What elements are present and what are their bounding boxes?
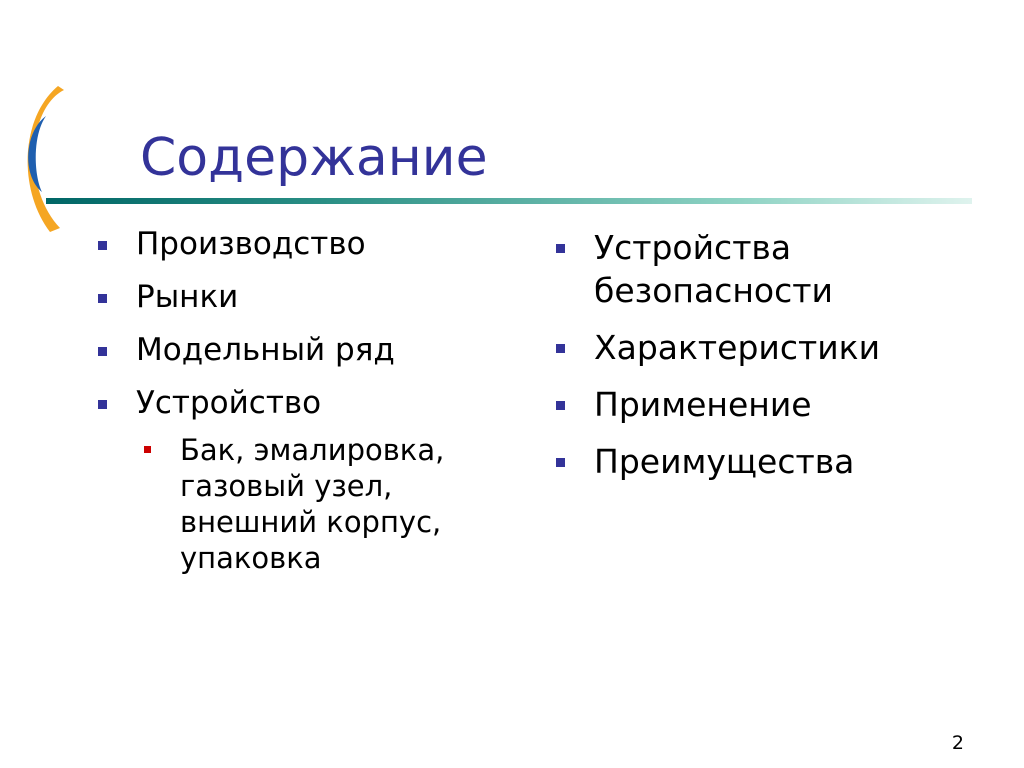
list-item-label: Устройства безопасности: [594, 228, 833, 310]
right-bullet-list: [554, 226, 994, 497]
title-divider: [46, 198, 972, 204]
square-bullet-icon: [556, 401, 565, 410]
list-item-label: Устройство: [136, 385, 322, 421]
list-item-label: Применение: [594, 385, 812, 424]
square-bullet-icon: [98, 400, 107, 409]
list-item: [96, 226, 516, 263]
list-item-label: Рынки: [136, 279, 239, 315]
slide-title: Содержание: [140, 128, 488, 188]
list-item: [96, 279, 516, 316]
square-bullet-icon: [98, 241, 107, 250]
list-item: [554, 383, 994, 426]
page-number: 2: [951, 732, 964, 754]
list-item: [554, 440, 994, 483]
square-bullet-icon: [556, 344, 565, 353]
list-item: [554, 326, 994, 369]
square-bullet-icon: [98, 294, 107, 303]
list-item-label: Преимущества: [594, 442, 855, 481]
square-bullet-icon: [556, 458, 565, 467]
sub-list-item-label: Бак, эмалировка, газовый узел, внешний корпус, упаковка: [180, 433, 445, 575]
square-bullet-icon: [98, 347, 107, 356]
sub-list-item: [134, 432, 480, 576]
list-item-label: Характеристики: [594, 328, 881, 367]
list-item: [96, 332, 516, 369]
list-item: [554, 226, 994, 312]
left-bullet-list: [96, 226, 516, 576]
decorative-arc-icon: [0, 0, 120, 240]
list-item: [96, 385, 516, 422]
red-square-bullet-icon: [144, 446, 151, 453]
list-item-label: Модельный ряд: [136, 332, 395, 368]
square-bullet-icon: [556, 244, 565, 253]
list-item-label: Производство: [136, 226, 366, 262]
